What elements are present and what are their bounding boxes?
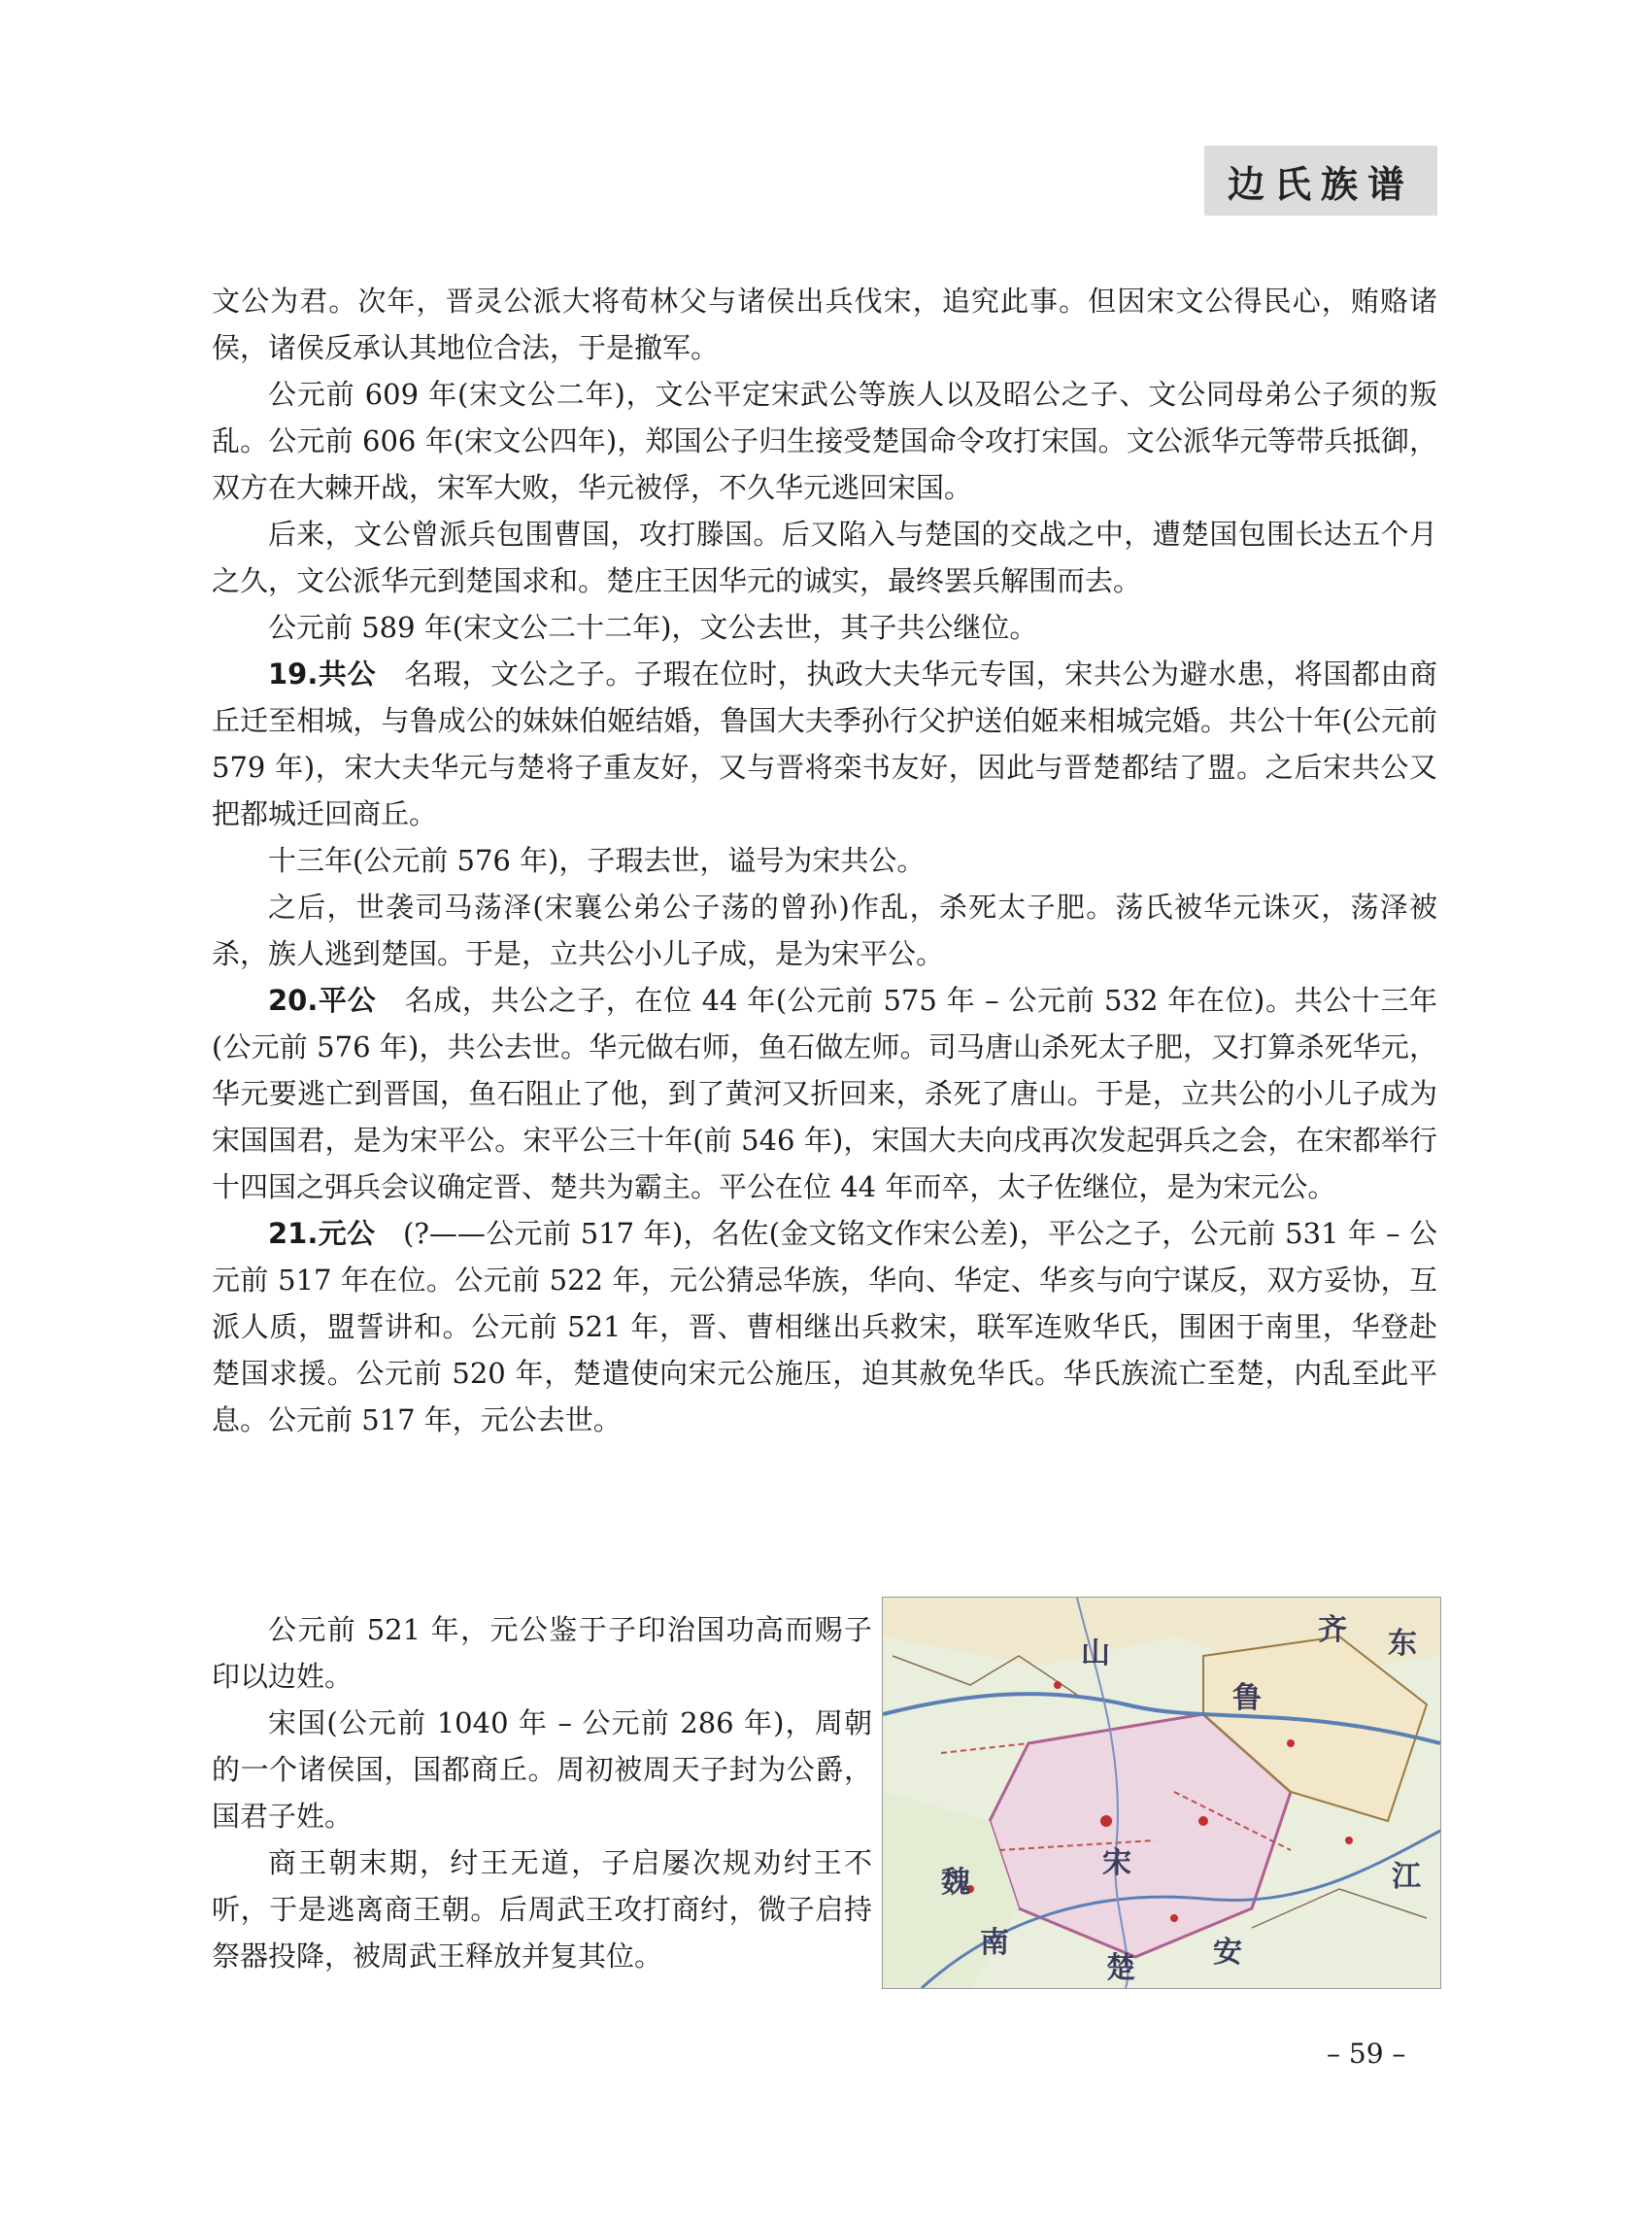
map-label: 鲁 <box>1232 1681 1262 1715</box>
paragraph-body: (?——公元前 517 年)，名佐(金文铭文作宋公差)，平公之子，公元前 531 年 – 公元前 517 年在位。公元前 522 年，元公猜忌华族，华向、华定、华亥与向宁谋反，双方妥协，互派人质，盟誓讲和。公元前 521 年，晋、曹相继出兵救宋，联军连败华氏，围困于南里，华登赴楚国求援。公元前 520 年，楚遣使向宋元公施压，迫其赦免华氏。华氏族流亡至楚，内乱至此平息。公元前 517 年，元公去世。 <box>212 1217 1437 1436</box>
song-state-map <box>882 1597 1441 1989</box>
paragraph: 宋国(公元前 1040 年 – 公元前 286 年)，周朝的一个诸侯国，国都商丘。周初被周天子封为公爵，国君子姓。 <box>212 1706 872 1833</box>
map-label: 齐 <box>1318 1613 1347 1647</box>
section-heading: 21.元公 <box>268 1217 376 1250</box>
paragraph: 文公为君。次年，晋灵公派大将荀林父与诸侯出兵伐宋，追究此事。但因宋文公得民心，贿赂诸侯，诸侯反承认其地位合法，于是撤军。 <box>212 285 1437 364</box>
running-header <box>1204 146 1437 216</box>
main-text <box>212 278 1437 1443</box>
paragraph: 十三年(公元前 576 年)，子瑕去世，谥号为宋共公。 <box>268 844 926 877</box>
paragraph-body: 名瑕，文公之子。子瑕在位时，执政大夫华元专国，宋共公为避水患，将国都由商丘迁至相城，与鲁成公的妹妹伯姬结婚，鲁国大夫季孙行父护送伯姬来相城完婚。共公十年(公元前 579 年)，宋大夫华元与楚将子重友好，又与晋将栾书友好，因此与晋楚都结了盟。之后宋共公又把都城迁回商丘。 <box>212 658 1438 830</box>
paragraph <box>212 1210 1437 1443</box>
lower-text <box>212 1606 872 1979</box>
paragraph <box>212 977 1437 1210</box>
map-label: 楚 <box>1106 1951 1135 1985</box>
header-title: 边氏族谱 <box>1227 162 1414 206</box>
map-label: 宋 <box>1102 1846 1131 1880</box>
paragraph: 公元前 609 年(宋文公二年)，文公平定宋武公等族人以及昭公之子、文公同母弟公子须的叛乱。公元前 606 年(宋文公四年)，郑国公子归生接受楚国命令攻打宋国。文公派华元等带兵抵御，双方在大棘开战，宋军大败，华元被俘，不久华元逃回宋国。 <box>212 378 1437 504</box>
page-number: – 59 – <box>1327 2038 1406 2070</box>
paragraph-body: 名成，共公之子，在位 44 年(公元前 575 年 – 公元前 532 年在位)。共公十三年(公元前 576 年)，共公去世。华元做右师，鱼石做左师。司马唐山杀死太子肥，又打算杀死华元，华元要逃亡到晋国，鱼石阻止了他，到了黄河又折回来，杀死了唐山。于是，立共公的小儿子成为宋国国君，是为宋平公。宋平公三十年(前 546 年)，宋国大夫向戌再次发起弭兵之会，在宋都举行十四国之弭兵会议确定晋、楚共为霸主。平公在位 44 年而卒，太子佐继位，是为宋元公。 <box>212 984 1438 1203</box>
paragraph: 商王朝末期，纣王无道，子启屡次规劝纣王不听，于是逃离商王朝。后周武王攻打商纣，微子启持祭器投降，被周武王释放并复其位。 <box>212 1846 872 1973</box>
map-label: 魏 <box>941 1866 970 1900</box>
paragraph: 公元前 589 年(宋文公二十二年)，文公去世，其子共公继位。 <box>268 611 1038 644</box>
map-drawing <box>883 1598 1440 1988</box>
map-label: 东 <box>1388 1627 1417 1661</box>
section-heading: 20.平公 <box>268 984 377 1017</box>
paragraph: 公元前 521 年，元公鉴于子印治国功高而赐子印以边姓。 <box>212 1613 872 1693</box>
map-label: 南 <box>980 1926 1009 1960</box>
section-heading: 19.共公 <box>268 658 377 691</box>
paragraph: 后来，文公曾派兵包围曹国，攻打滕国。后又陷入与楚国的交战之中，遭楚国包围长达五个月之久，文公派华元到楚国求和。楚庄王因华元的诚实，最终罢兵解围而去。 <box>212 518 1437 597</box>
map-label: 江 <box>1392 1860 1421 1894</box>
paragraph <box>212 651 1437 837</box>
map-label: 安 <box>1213 1936 1242 1970</box>
map-label: 山 <box>1081 1636 1110 1670</box>
paragraph: 之后，世袭司马荡泽(宋襄公弟公子荡的曾孙)作乱，杀死太子肥。荡氏被华元诛灭，荡泽被杀，族人逃到楚国。于是，立共公小儿子成，是为宋平公。 <box>212 891 1437 970</box>
